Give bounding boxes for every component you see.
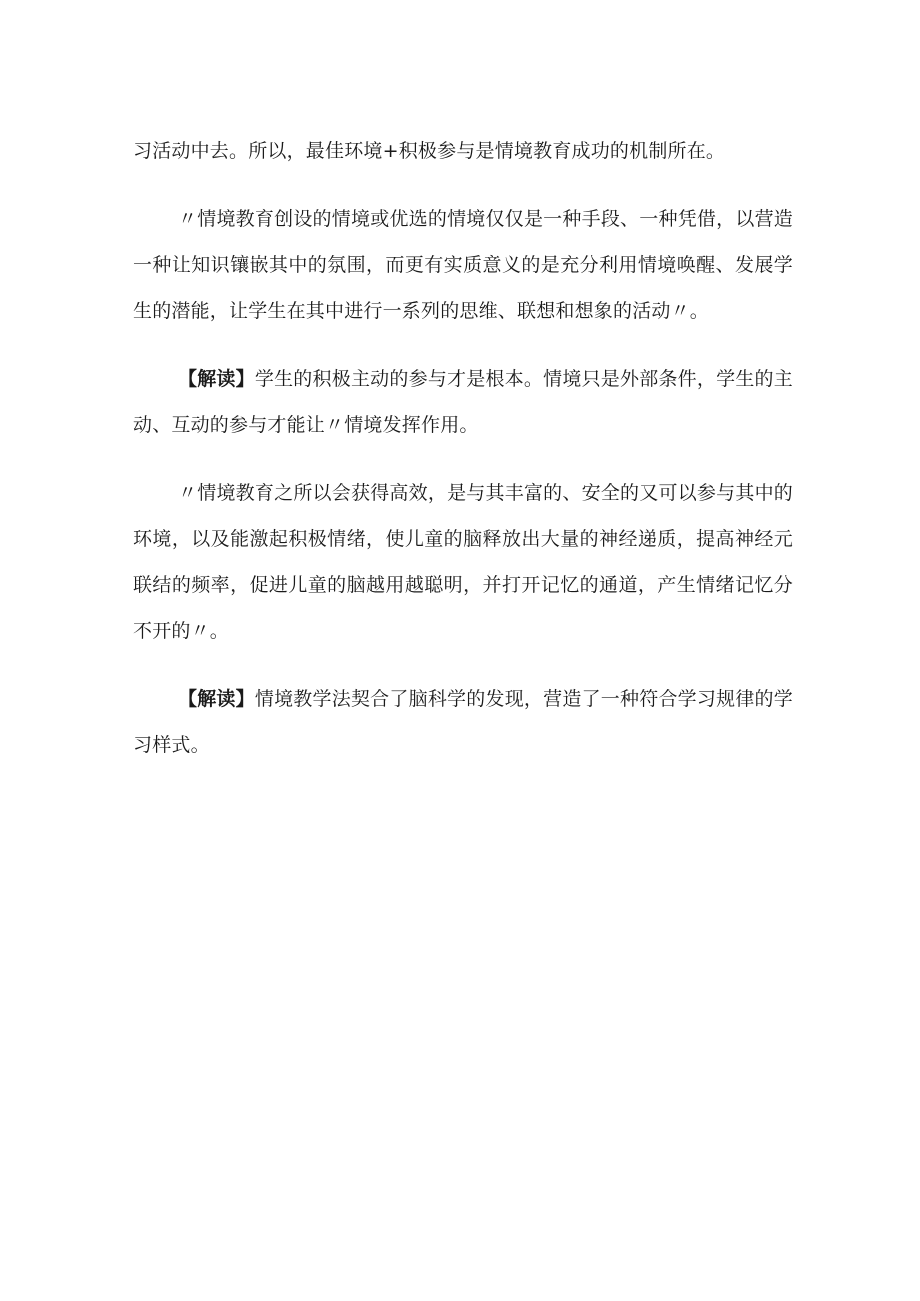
interpretation-label: 【解读】 bbox=[178, 368, 255, 390]
interpretation-label: 【解读】 bbox=[178, 688, 255, 710]
paragraph-text: 〃情境教育之所以会获得高效，是与其丰富的、安全的又可以参与其中的环境，以及能激起积极情绪，使儿童的脑释放出大量的神经递质，提高神经元联结的频率，促进儿童的脑越用越聪明，并打开记忆的通道，产生情绪记忆分不开的〃。 bbox=[133, 482, 793, 642]
paragraph-interpretation-1 bbox=[133, 356, 793, 448]
paragraph-text: 情境教学法契合了脑科学的发现，营造了一种符合学习规律的学习样式。 bbox=[133, 688, 793, 756]
paragraph-quote-efficiency bbox=[133, 470, 793, 654]
paragraph-quote-situation-creation bbox=[133, 196, 793, 334]
paragraph-text: 习活动中去。所以，最佳环境+积极参与是情境教育成功的机制所在。 bbox=[133, 140, 726, 162]
paragraph-interpretation-2 bbox=[133, 676, 793, 768]
document-body bbox=[133, 128, 793, 790]
paragraph-text: 学生的积极主动的参与才是根本。情境只是外部条件，学生的主动、互动的参与才能让〃情境发挥作用。 bbox=[133, 368, 793, 436]
paragraph-text: 〃情境教育创设的情境或优选的情境仅仅是一种手段、一种凭借，以营造一种让知识镶嵌其中的氛围，而更有实质意义的是充分利用情境唤醒、发展学生的潜能，让学生在其中进行一系列的思维、联想和想象的活动〃。 bbox=[133, 208, 793, 322]
paragraph-continuation bbox=[133, 128, 793, 174]
